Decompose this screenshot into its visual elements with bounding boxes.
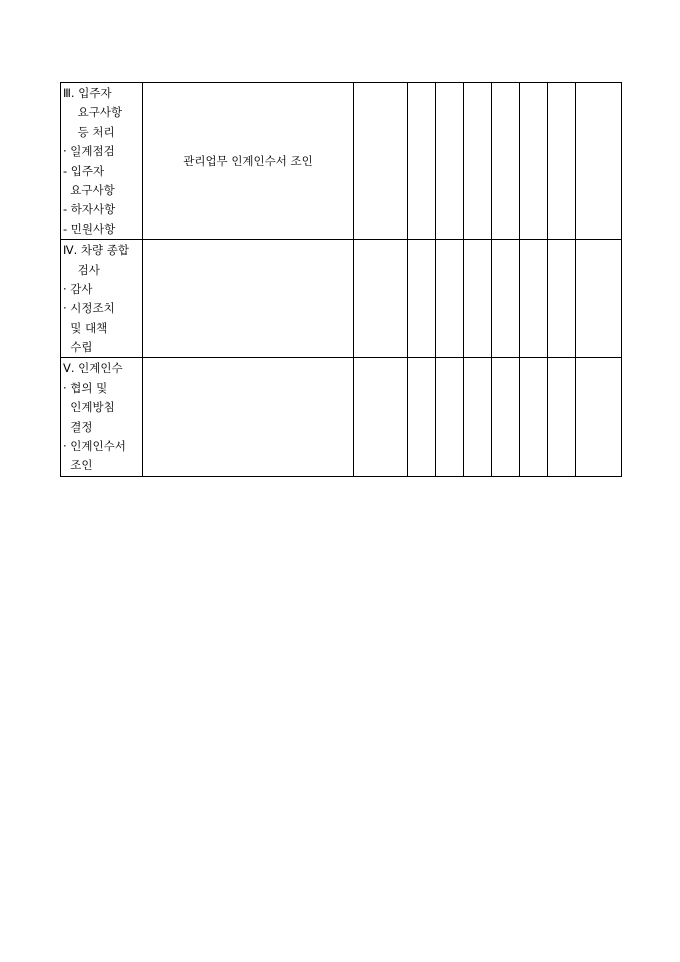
- schedule-cell: [520, 240, 548, 358]
- remarks-cell: [576, 83, 622, 240]
- schedule-cell: [436, 240, 464, 358]
- task-cell: [143, 358, 354, 476]
- stage-line: · 인계인수서: [63, 439, 126, 454]
- schedule-cell: [520, 83, 548, 240]
- stage-line: 검사: [63, 262, 100, 277]
- stage-line: 결정: [63, 419, 93, 434]
- stage-line: 및 대책: [63, 320, 108, 335]
- table-row: [61, 240, 622, 358]
- stage-line: 요구사항: [63, 182, 115, 197]
- stage-line: - 입주자: [63, 163, 105, 178]
- stage-line: · 협의 및: [63, 380, 108, 395]
- stage-line: 인계방침: [63, 400, 115, 415]
- stage-line: - 하자사항: [63, 202, 116, 217]
- remarks-cell: [576, 240, 622, 358]
- stage-line: 등 처리: [63, 124, 115, 139]
- stage-line: 요구사항: [63, 105, 123, 120]
- schedule-table: [60, 82, 622, 477]
- schedule-cell: [408, 83, 436, 240]
- stage-line: Ⅴ. 인계인수: [63, 361, 123, 376]
- stage-line: Ⅲ. 입주자: [63, 86, 112, 100]
- schedule-cell: [492, 83, 520, 240]
- schedule-cell: [548, 83, 576, 240]
- stage-cell: [61, 358, 143, 476]
- schedule-cell: [492, 358, 520, 476]
- schedule-cell: [354, 83, 408, 240]
- schedule-cell: [436, 358, 464, 476]
- stage-line: 조인: [63, 458, 93, 473]
- schedule-cell: [464, 358, 492, 476]
- schedule-cell: [408, 358, 436, 476]
- stage-line: 수립: [63, 340, 93, 355]
- stage-cell: [61, 83, 143, 240]
- schedule-cell: [492, 240, 520, 358]
- stage-line: · 감사: [63, 281, 93, 296]
- schedule-cell: [548, 240, 576, 358]
- stage-cell: [61, 240, 143, 358]
- stage-line: - 민원사항: [63, 221, 116, 236]
- stage-line: · 일계점검: [63, 144, 115, 159]
- remarks-cell: [576, 358, 622, 476]
- schedule-cell: [548, 358, 576, 476]
- task-cell: 관리업무 인계인수서 조인: [143, 83, 354, 240]
- schedule-cell: [464, 83, 492, 240]
- schedule-cell: [354, 240, 408, 358]
- schedule-cell: [354, 358, 408, 476]
- schedule-cell: [436, 83, 464, 240]
- schedule-cell: [408, 240, 436, 358]
- table-row: [61, 358, 622, 476]
- table-row: [61, 83, 622, 240]
- task-cell: [143, 240, 354, 358]
- schedule-cell: [520, 358, 548, 476]
- schedule-cell: [464, 240, 492, 358]
- stage-line: Ⅳ. 차량 종합: [63, 243, 130, 258]
- stage-line: · 시정조치: [63, 301, 115, 316]
